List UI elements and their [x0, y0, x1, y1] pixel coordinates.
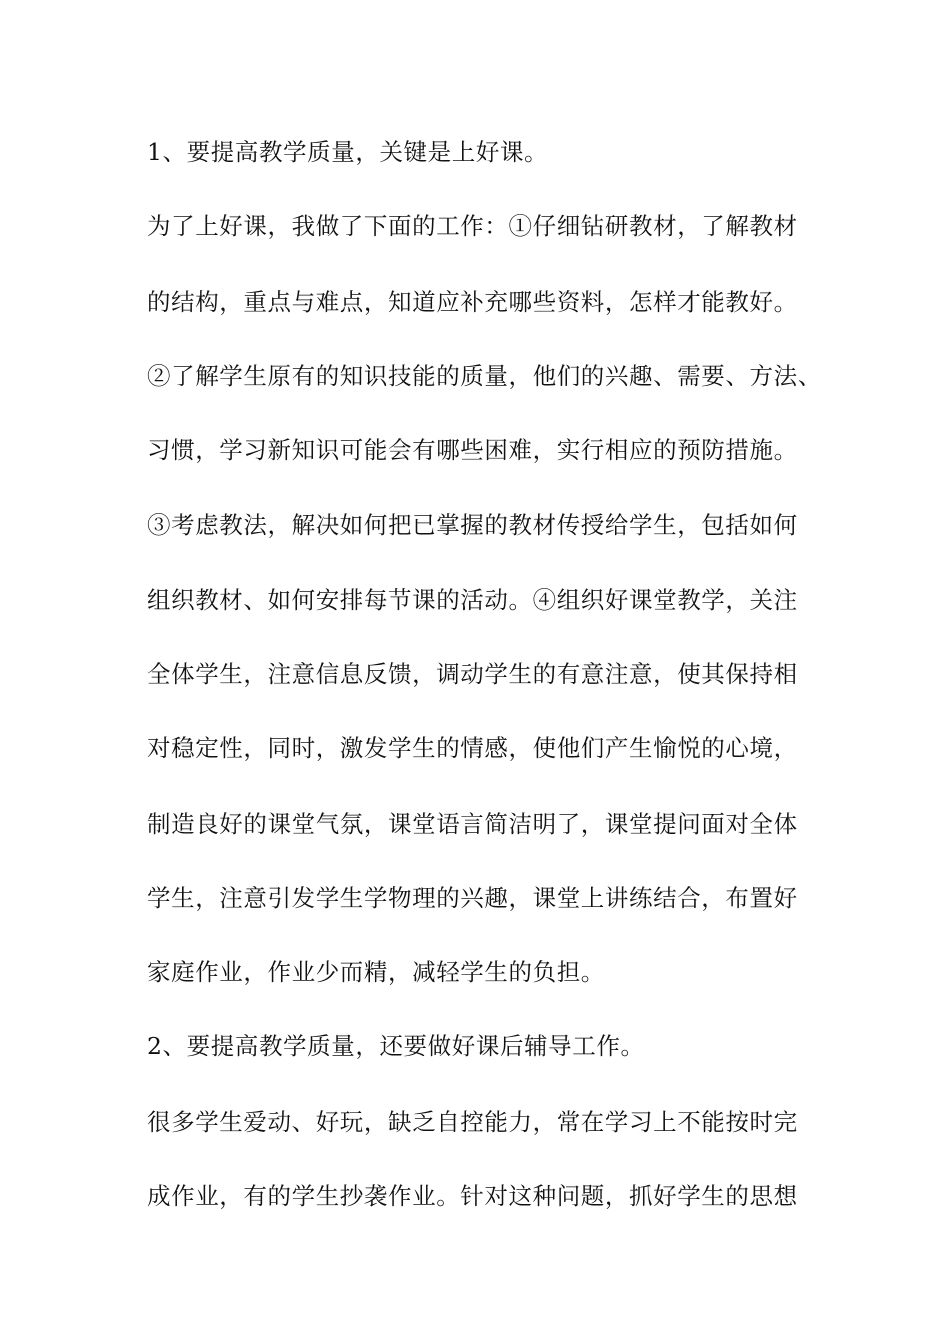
text-line: 家庭作业，作业少而精，减轻学生的负担。 — [147, 958, 605, 986]
heading-1: 1、要提高教学质量，关键是上好课。 — [147, 138, 549, 166]
text-line: 制造良好的课堂气氛，课堂语言简洁明了，课堂提问面对全体 — [147, 810, 798, 838]
text-line: ②了解学生原有的知识技能的质量，他们的兴趣、需要、方法、 — [147, 362, 822, 390]
text-line: 的结构，重点与难点，知道应补充哪些资料，怎样才能教好。 — [147, 288, 798, 316]
text-line: ③考虑教法，解决如何把已掌握的教材传授给学生，包括如何 — [147, 511, 798, 539]
text-line: 学生，注意引发学生学物理的兴趣，课堂上讲练结合，布置好 — [147, 884, 798, 912]
heading-2: 2、要提高教学质量，还要做好课后辅导工作。 — [147, 1032, 645, 1060]
text-line: 组织教材、如何安排每节课的活动。④组织好课堂教学，关注 — [147, 586, 798, 614]
text-line: 很多学生爱动、好玩，缺乏自控能力，常在学习上不能按时完 — [147, 1108, 798, 1136]
text-line: 对稳定性，同时，激发学生的情感，使他们产生愉悦的心境， — [147, 734, 798, 762]
text-line: 为了上好课，我做了下面的工作：①仔细钻研教材，了解教材 — [147, 212, 798, 240]
text-line: 成作业，有的学生抄袭作业。针对这种问题，抓好学生的思想 — [147, 1182, 798, 1210]
text-line: 全体学生，注意信息反馈，调动学生的有意注意，使其保持相 — [147, 660, 798, 688]
text-line: 习惯，学习新知识可能会有哪些困难，实行相应的预防措施。 — [147, 436, 798, 464]
